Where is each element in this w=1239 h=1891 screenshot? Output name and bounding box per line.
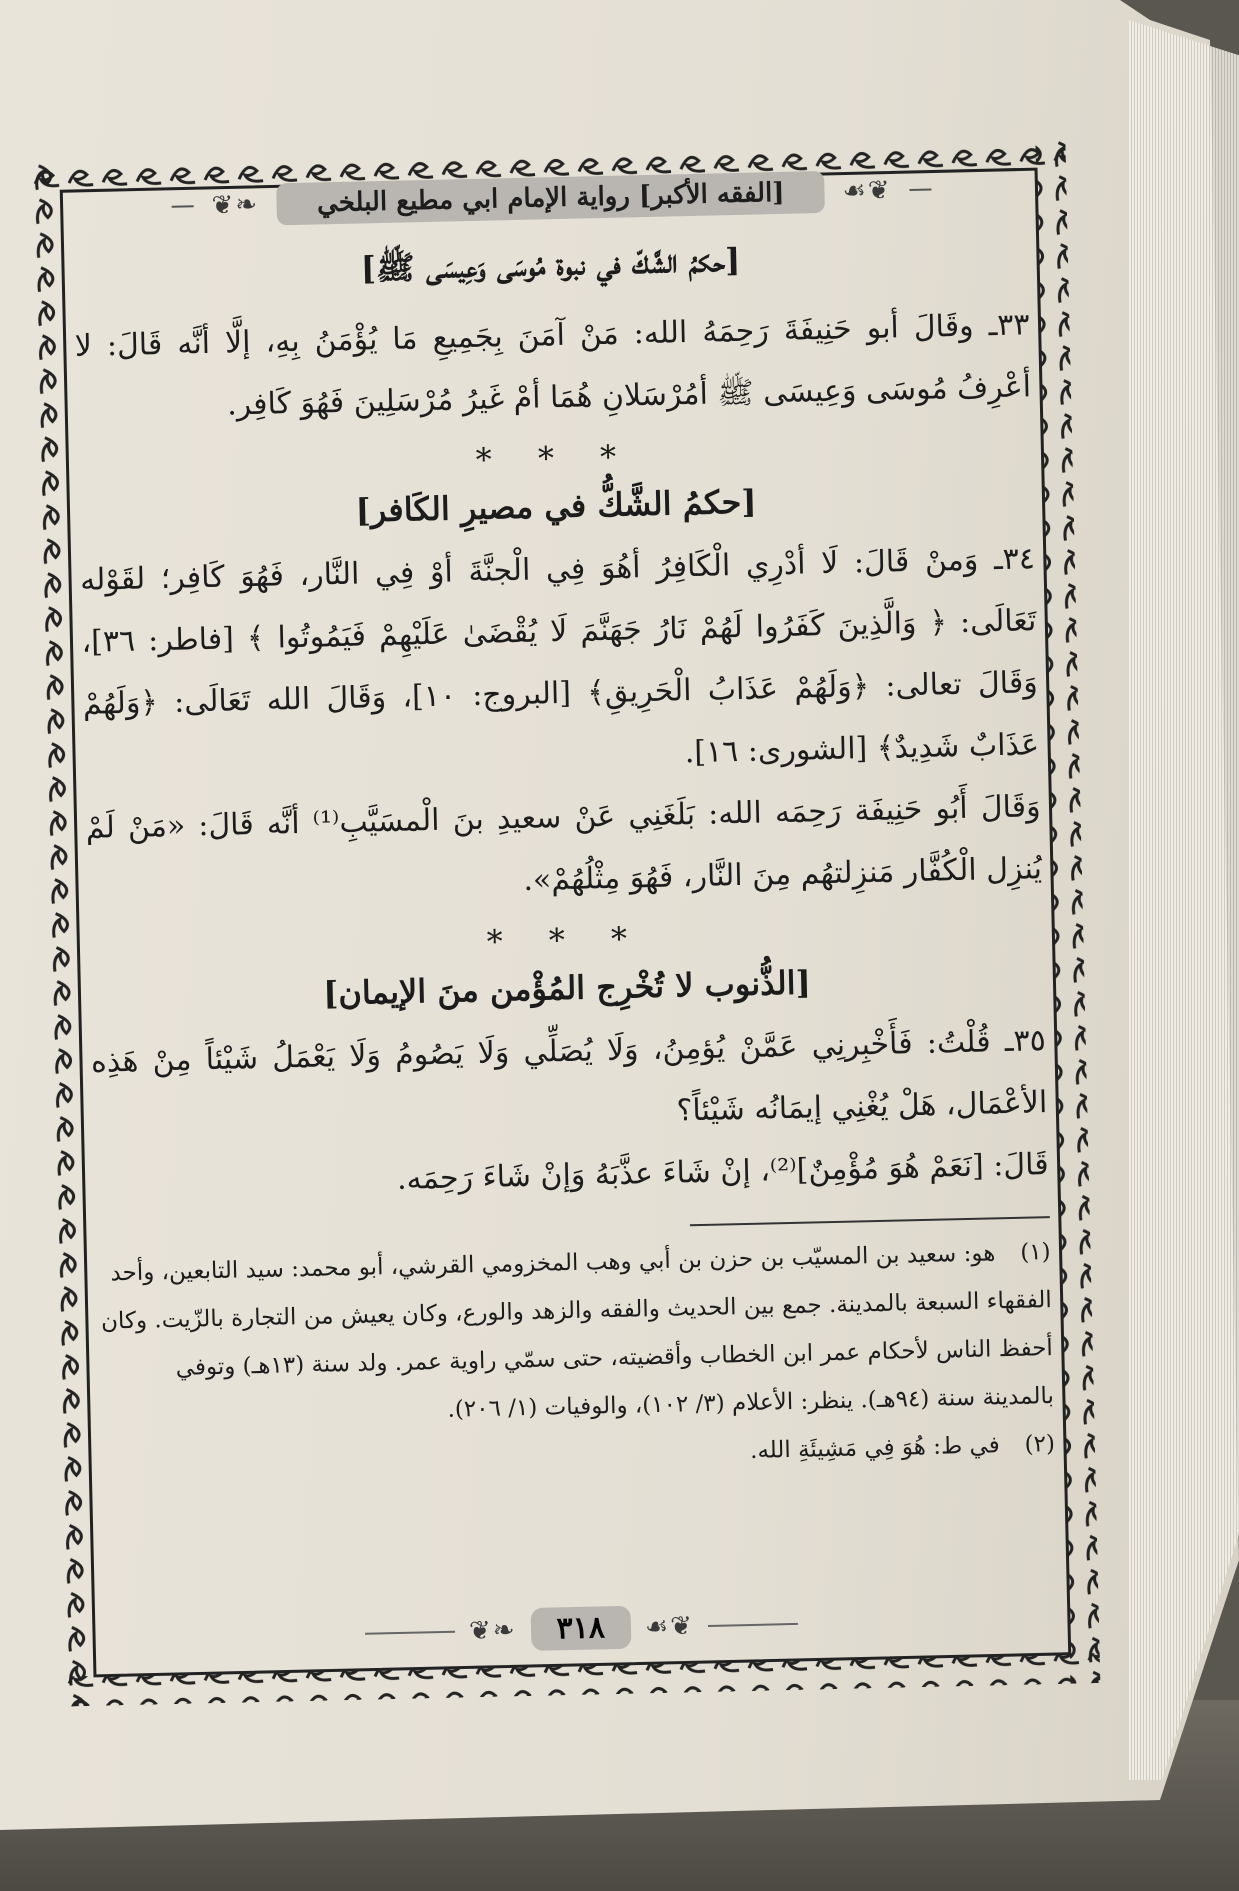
page-number: ٣١٨: [530, 1606, 631, 1651]
ornament-icon: ☙❦: [842, 175, 892, 207]
section-title: [حكمُ الشَّكّ في نبوة مُوسَى وَعِيسَى ﷺ]: [360, 240, 741, 288]
paragraph: ٣٣ـ وقَالَ أبو حَنِيفَةَ رَحِمَهُ الله: مَنْ آمَنَ بِجَمِيعِ مَا يُؤْمَنُ بِهِ، إلَّا أنَّه قَالَ: لا أعْرِفُ مُوسَى وَعِيسَى ﷺ أمُرْسَلانِ هُمَا أمْ غَيرُ مُرْسَلِينَ فَهُوَ كَافِر.: [74, 307, 1032, 423]
page-frame: [31, 138, 1101, 1706]
footnote: [95, 1228, 1054, 1442]
section-title: [حكمُ الشَّكُّ في مصيرِ الكَافر]: [355, 482, 757, 530]
header-title: [الفقه الأكبر] رواية الإمام ابي مطيع البلخي: [277, 171, 825, 225]
section-divider: * * *: [486, 919, 646, 961]
page-edges: [1129, 20, 1239, 1780]
ornament-icon: ❦❧: [211, 189, 260, 221]
page-content: [73, 234, 1056, 1489]
paragraph: قَالَ: [نَعَمْ هُوَ مُؤْمِنٌ]⁽²⁾، إنْ شَاءَ عذَّبَهُ وَإنْ شَاءَ رَحِمَه.: [396, 1147, 1050, 1197]
footnote-number: (٢): [1024, 1431, 1056, 1458]
footer-rule-right: [708, 1622, 798, 1626]
footnote-number: (١): [1019, 1239, 1051, 1266]
header-rule-left: [172, 205, 194, 207]
paragraph: ٣٥ـ قُلْتُ: فَأَخْبِرنِي عَمَّنْ يُؤمِنُ، وَلَا يُصَلِّي وَلَا يَصُومُ وَلَا يَعْمَلُ شَيْئاً مِنْ هَذِه الأعْمَال، هَلْ يُغْنِي إيمَانُه شَيْئاً؟: [90, 1023, 1048, 1129]
footer-rule-left: [365, 1630, 455, 1634]
ornament-icon: ☙❦: [644, 1610, 695, 1642]
ornament-icon: ❦❧: [468, 1614, 517, 1646]
footnote-separator: [690, 1216, 1050, 1226]
paragraph: ٣٤ـ وَمنْ قَالَ: لَا أدْرِي الْكَافِرُ أهُوَ فِي الْجنَّةَ أوْ فِي النَّار، فَهُوَ كَافِر؛ لقَوْله تَعَالَى: ﴿ وَالَّذِينَ كَفَرُوا لَهُمْ نَارُ جَهَنَّمَ لَا يُقْضَىٰ عَلَيْهِمْ فَيَمُوتُوا ﴾ [فاطر: ٣٦]، وَقَالَ تعالى: ﴿وَلَهُمْ عَذَابُ الْحَرِيقِ﴾ [البروج: ١٠]، وَقَالَ الله تَعَالَى: ﴿وَلَهُمْ عَذَابٌ شَدِيدٌ﴾ [الشورى: ١٦].: [79, 541, 1040, 771]
paragraph: وَقَالَ أَبُو حَنِيفَة رَحِمَه الله: بَلَغَنِي عَنْ سعيدِ بنَ الْمسَيَّبِ⁽¹⁾ أنَّه قَالَ: «مَنْ لَمْ يُنزِل الْكُفَّار مَنزِلتهُم مِنَ النَّار، فَهُوَ مِثْلُهُمْ».: [85, 789, 1043, 898]
footnote-text: هو: سعيد بن المسيّب بن حزن بن أبي وهب المخزومي القرشي، أبو محمد: سيد التابعين، وأحد الفقهاء السبعة بالمدينة. جمع بين الحديث والفقه والزهد والورع، وكان يعيش من التجارة بالزّيت. وكان أحفظ الناس لأحكام عمر ابن الخطاب وأقضيته، حتى سمّي راوية عمر. ولد سنة (١٣هـ) وتوفي بالمدينة سنة (٩٤هـ). ينظر: الأعلام (٣/ ١٠٢)، والوفيات (١/ ٢٠٦).: [100, 1240, 1055, 1423]
header-rule-right: [910, 189, 932, 191]
section-divider: * * *: [475, 437, 635, 479]
footnote-text: في ط: هُوَ فِي مَشِيئَةِ الله.: [749, 1432, 1000, 1464]
section-title: [الذُّنوب لا تُخْرِج المُؤْمن منَ الإيمان]: [322, 963, 812, 1013]
